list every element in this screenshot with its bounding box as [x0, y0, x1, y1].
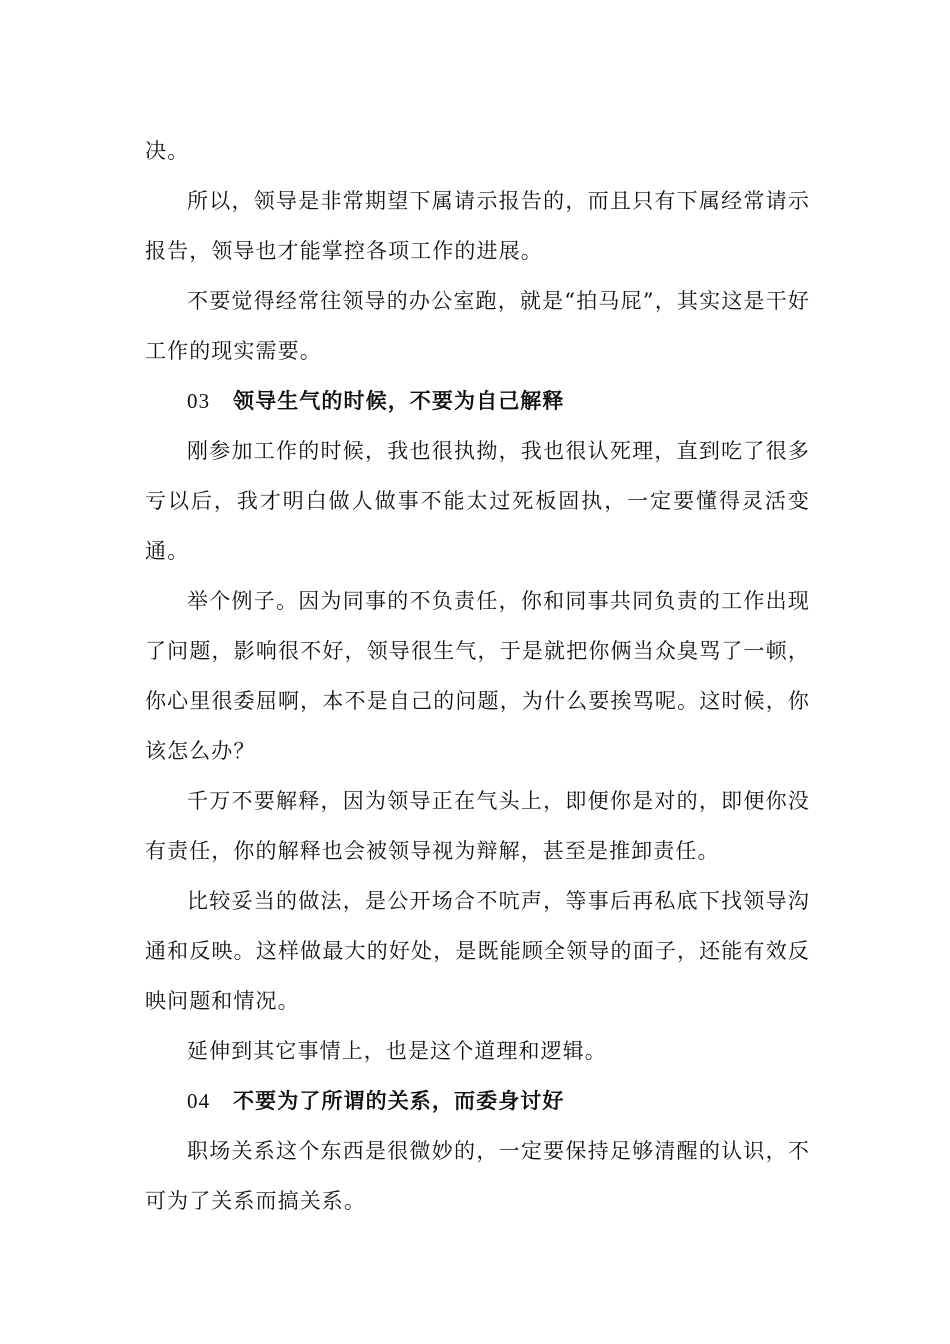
- section-title: 不要为了所谓的关系，而委身讨好: [233, 1088, 565, 1113]
- paragraph: 千万不要解释，因为领导正在气头上，即便你是对的，即便你没有责任，你的解释也会被领导视为辩解，甚至是推卸责任。: [145, 789, 810, 863]
- section-number: 03: [187, 389, 211, 413]
- paragraph: 不要觉得经常往领导的办公室跑，就是“拍马屁”，其实这是干好工作的现实需要。: [145, 289, 810, 363]
- section-title: 领导生气的时候，不要为自己解释: [233, 388, 565, 413]
- section-heading-03: [145, 376, 810, 426]
- paragraph: 延伸到其它事情上，也是这个道理和逻辑。: [187, 1039, 607, 1063]
- section-heading-04: [145, 1076, 810, 1126]
- paragraph: 比较妥当的做法，是公开场合不吭声，等事后再私底下找领导沟通和反映。这样做最大的好处，是既能顾全领导的面子，还能有效反映问题和情况。: [145, 889, 810, 1013]
- paragraph: 举个例子。因为同事的不负责任，你和同事共同负责的工作出现了问题，影响很不好，领导很生气，于是就把你俩当众臭骂了一顿，你心里很委屈啊，本不是自己的问题，为什么要挨骂呢。这时候，你该怎么办？: [145, 589, 810, 763]
- document-page: [145, 126, 810, 1226]
- paragraph: 所以，领导是非常期望下属请示报告的，而且只有下属经常请示报告，领导也才能掌控各项工作的进展。: [145, 189, 810, 263]
- paragraph-continuation: 决。: [145, 139, 190, 163]
- section-number: 04: [187, 1089, 211, 1113]
- paragraph: 刚参加工作的时候，我也很执拗，我也很认死理，直到吃了很多亏以后，我才明白做人做事不能太过死板固执，一定要懂得灵活变通。: [145, 439, 810, 563]
- paragraph: 职场关系这个东西是很微妙的，一定要保持足够清醒的认识，不可为了关系而搞关系。: [145, 1139, 810, 1213]
